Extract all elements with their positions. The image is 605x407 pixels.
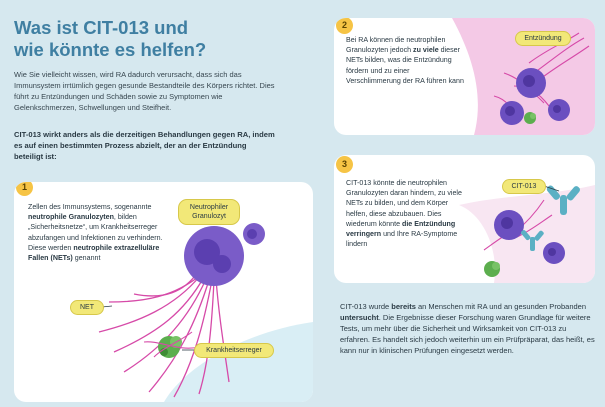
net-label: NET: [70, 300, 104, 315]
bottom-text-b: an Menschen mit RA und an gesunden Probanden: [415, 302, 587, 311]
cit013-label: CIT-013: [502, 179, 546, 194]
step-2-text-a: Bei RA können die neutrophilen Granulozyten jedoch: [346, 36, 446, 55]
step-2-badge: 2: [336, 18, 353, 34]
title-line-2: wie könnte es helfen?: [14, 39, 207, 60]
step-1-text: [28, 202, 178, 263]
step-2-bold-a: zu viele: [413, 46, 439, 55]
neutrophil-label: Neutrophiler Granulozyt: [178, 199, 240, 225]
step-3-text-a: CIT-013 könnte die neutrophilen Granulozyten daran hindern, zu viele NETs zu bilden, und dem Körper helfen, diese abzubauen. Dies wiederum könnte: [346, 179, 462, 228]
neutrophil-cell-icon: [184, 223, 265, 286]
step-1-card: [14, 182, 313, 402]
step-2-text-b: dieser NETs bilden, was die Entzündung fördern und zu einer Verschlimmerung der RA führen kann: [346, 46, 464, 85]
step-3-bold-a: die Entzündung verringern: [346, 219, 456, 239]
bottom-paragraph: [340, 301, 595, 356]
intro-paragraph: Wie Sie vielleicht wissen, wird RA dadurch verursacht, dass sich das Immunsystem irrtümlich gegen gesunde Bestandteile des Körpers richtet. Dies führt zu Entzündungen und Schäden sowie zu Symptomen wie Gelenkschmerzen, Schwellungen und Steifheit.: [14, 70, 275, 112]
bottom-bold-a: bereits: [391, 302, 416, 311]
lead-paragraph: CIT-013 wirkt anders als die derzeitigen Behandlungen gegen RA, indem es auf einen bestimmten Prozess abzielt, der an der Entzündung beteiligt ist:: [14, 130, 275, 161]
bottom-bold-b: untersucht: [340, 313, 379, 322]
step-3-card: [334, 155, 595, 283]
step-1-text-b: , bilden „Sicherheitsnetze“, um Krankheitserreger abzufangen und Infektionen zu verhindern. Diese werden: [28, 213, 163, 252]
step-3-text-b: und Ihre RA-Symptome lindern: [346, 230, 458, 249]
step-3-badge: 3: [336, 156, 353, 173]
page-title: [14, 17, 206, 61]
step-1-text-a: Zellen des Immunsystems, sogenannte: [28, 203, 152, 211]
pathogen-icon: [524, 112, 536, 124]
pathogen-label: Krankheitserreger: [194, 343, 274, 358]
step-2-card: [334, 18, 595, 135]
step-1-bold-b: neutrophile extrazelluläre Fallen (NETs): [28, 243, 160, 263]
title-line-1: Was ist CIT-013 und: [14, 17, 189, 38]
step-2-text: [346, 35, 464, 86]
step-3-text: [346, 178, 466, 249]
step-1-bold-a: neutrophile Granulozyten: [28, 213, 114, 222]
step-1-text-c: genannt: [72, 254, 101, 263]
bottom-text-a: CIT-013 wurde: [340, 302, 392, 311]
inflammation-label: Entzündung: [515, 31, 571, 46]
bottom-text-c: . Die Ergebnisse dieser Forschung waren Grundlage für weitere Tests, um mehr über die Sicherheit und Wirksamkeit von CIT-013 zu erfahren. Es handelt sich jedoch weiterhin um ein Prüfpräparat, das heißt, es kann nur in klinischen Prüfungen eingesetzt werden.: [340, 313, 595, 355]
pathogen-icon: [484, 261, 500, 277]
step-1-badge: 1: [16, 182, 33, 196]
